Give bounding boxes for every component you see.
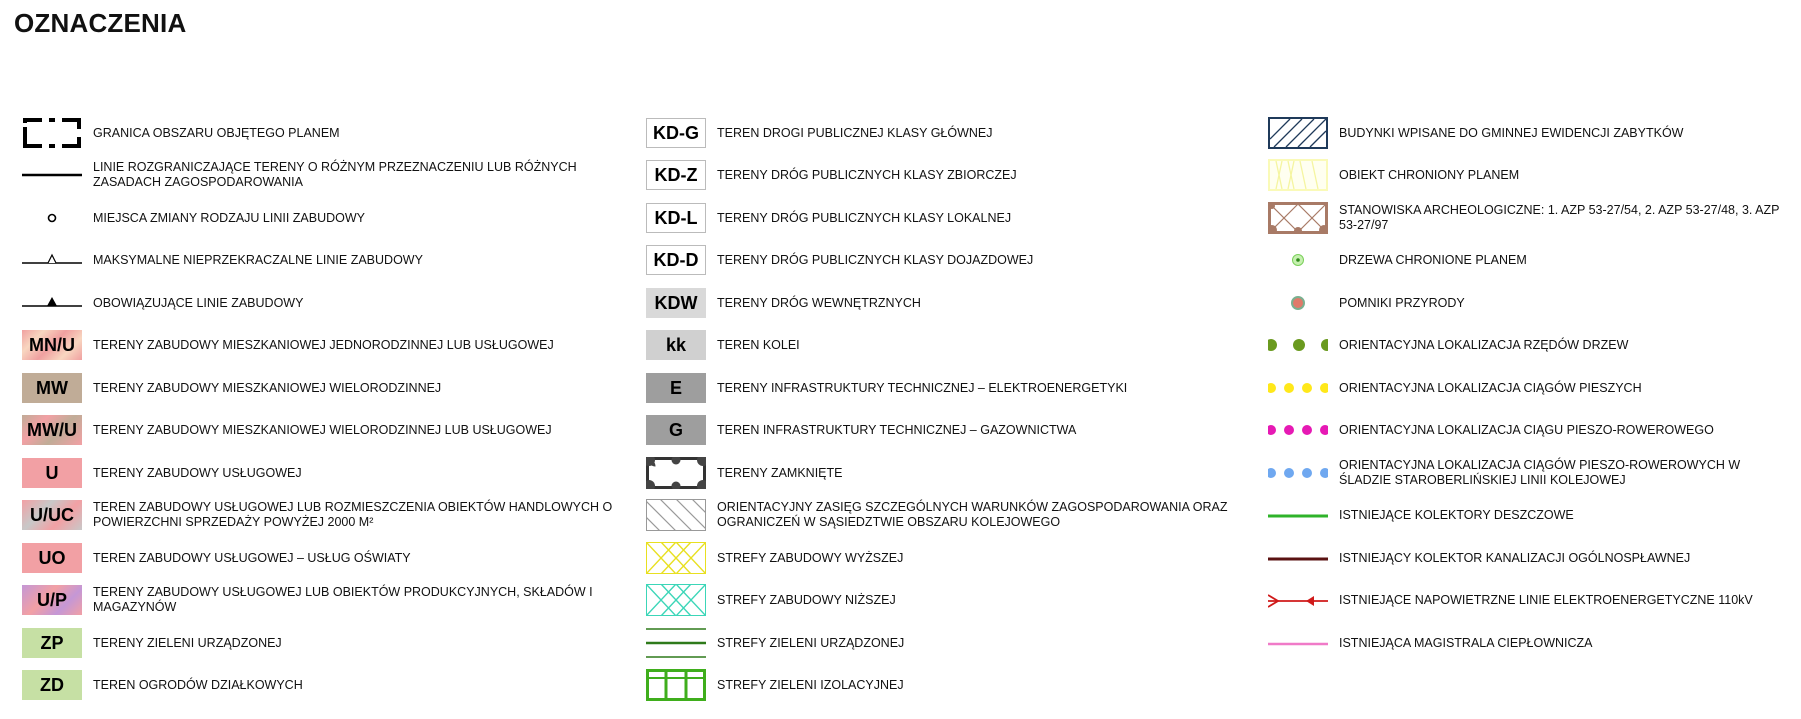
legend-label: TEREN ZABUDOWY USŁUGOWEJ – USŁUG OŚWIATY <box>93 550 411 565</box>
legend-label: ISTNIEJĄCE KOLEKTORY DESZCZOWE <box>1339 507 1574 522</box>
legend-item-uo <box>22 541 411 575</box>
legend-label: TEREN KOLEI <box>717 337 800 352</box>
legend-label: OBIEKT CHRONIONY PLANEM <box>1339 167 1520 182</box>
higher-zone-crosshatch-symbol <box>646 542 706 574</box>
archaeology-symbol <box>1268 202 1328 234</box>
zone-code-badge: kk <box>646 329 706 361</box>
legend-item-u-uc <box>22 498 613 532</box>
legend-label: TEREN OGRODÓW DZIAŁKOWYCH <box>93 677 303 692</box>
legend-item-mw-u <box>22 413 552 447</box>
legend-item-mw <box>22 371 441 405</box>
old-rail-bike-dots-symbol <box>1268 457 1328 489</box>
power-line-arrow-symbol <box>1268 584 1328 616</box>
heating-main-line-symbol <box>1268 627 1328 659</box>
legend-label: ISTNIEJĄCA MAGISTRALA CIEPŁOWNICZA <box>1339 635 1593 650</box>
legend-label: TERENY ZABUDOWY MIESZKANIOWEJ WIELORODZINNEJ <box>93 380 442 395</box>
legend-label: DRZEWA CHRONIONE PLANEM <box>1339 252 1527 267</box>
monument-hatch-symbol <box>1268 117 1328 149</box>
legend-item-natural-monuments <box>1268 286 1465 320</box>
zone-code-badge: U/P <box>22 584 82 616</box>
legend-item-railway-zone <box>646 498 1237 532</box>
legend-label: TERENY ZABUDOWY USŁUGOWEJ LUB OBIEKTÓW PRODUKCYJNYCH, SKŁADÓW I MAGAZYNÓW <box>93 585 593 614</box>
zone-code-badge: KDW <box>646 287 706 319</box>
closed-area-symbol <box>646 457 706 489</box>
legend-label: TERENY ZABUDOWY USŁUGOWEJ <box>93 465 302 480</box>
legend-item-power-line <box>1268 583 1753 617</box>
combined-sewer-line-symbol <box>1268 542 1328 574</box>
legend-label: ORIENTACYJNY ZASIĘG SZCZEGÓLNYCH WARUNKÓW ZAGOSPODAROWANIA ORAZ OGRANICZEŃ W SĄSIEDZTWIE OBSZARU KOLEJOWEGO <box>717 500 1228 529</box>
legend-label: MAKSYMALNE NIEPRZEKRACZALNE LINIE ZABUDOWY <box>93 252 423 267</box>
legend-item-green-zone <box>646 626 904 660</box>
circle-marker-icon <box>22 202 82 234</box>
legend-item-storm-sewer <box>1268 498 1574 532</box>
zone-code-badge: ZD <box>22 669 82 701</box>
legend-label: TEREN INFRASTRUKTURY TECHNICZNEJ – GAZOWNICTWA <box>717 422 1077 437</box>
zone-code-badge: KD-D <box>646 244 706 276</box>
zone-code-badge: KD-G <box>646 117 706 149</box>
legend-label: ISTNIEJĄCY KOLEKTOR KANALIZACJI OGÓLNOSPŁAWNEJ <box>1339 550 1691 565</box>
legend-item-u <box>22 456 302 490</box>
zone-code-badge: MW/U <box>22 414 82 446</box>
legend-item-heating-main <box>1268 626 1593 660</box>
legend-item-protected-trees <box>1268 243 1527 277</box>
protected-tree-icon <box>1268 244 1328 276</box>
legend-item-dividing-lines <box>22 158 613 192</box>
natural-monument-icon <box>1268 287 1328 319</box>
legend-label: OBOWIĄZUJĄCE LINIE ZABUDOWY <box>93 295 304 310</box>
legend-label: TERENY ZABUDOWY MIESZKANIOWEJ WIELORODZINNEJ LUB USŁUGOWEJ <box>93 422 552 437</box>
legend-label: TERENY DRÓG PUBLICZNYCH KLASY ZBIORCZEJ <box>717 167 1017 182</box>
green-zone-symbol <box>646 627 706 659</box>
legend-label: POMNIKI PRZYRODY <box>1339 295 1465 310</box>
legend-item-line-change <box>22 201 365 235</box>
legend-item-kk <box>646 328 800 362</box>
legend-item-kd-g <box>646 116 993 150</box>
legend-item-mandatory-building-line <box>22 286 303 320</box>
legend-item-zd <box>22 668 303 702</box>
zone-code-badge: KD-Z <box>646 159 706 191</box>
legend-item-g <box>646 413 1076 447</box>
legend-item-higher-zone <box>646 541 903 575</box>
legend-label: STANOWISKA ARCHEOLOGICZNE: 1. AZP 53-27/54, 2. AZP 53-27/48, 3. AZP 53-27/97 <box>1339 203 1780 232</box>
mandatory-building-line-symbol <box>22 287 82 319</box>
legend-label: ORIENTACYJNA LOKALIZACJA CIĄGU PIESZO-ROWEROWEGO <box>1339 422 1714 437</box>
legend-item-kd-z <box>646 158 1017 192</box>
legend-item-u-p <box>22 583 613 617</box>
legend-label: TERENY ZAMKNIĘTE <box>717 465 843 480</box>
legend-item-kd-d <box>646 243 1033 277</box>
dividing-line-symbol <box>22 159 82 191</box>
legend-item-zp <box>22 626 282 660</box>
legend-label: TERENY INFRASTRUKTURY TECHNICZNEJ – ELEKTROENERGETYKI <box>717 380 1128 395</box>
max-building-line-symbol <box>22 244 82 276</box>
tree-row-dots-symbol <box>1268 329 1328 361</box>
legend-label: ISTNIEJĄCE NAPOWIETRZNE LINIE ELEKTROENERGETYCZNE 110kV <box>1339 592 1753 607</box>
legend-label: ORIENTACYJNA LOKALIZACJA CIĄGÓW PIESZYCH <box>1339 380 1642 395</box>
storm-sewer-line-symbol <box>1268 499 1328 531</box>
legend-item-kdw <box>646 286 921 320</box>
railway-zone-hatch-symbol <box>646 499 706 531</box>
zone-code-badge: G <box>646 414 706 446</box>
legend-label: TERENY DRÓG PUBLICZNYCH KLASY LOKALNEJ <box>717 210 1012 225</box>
legend-label: TERENY DRÓG PUBLICZNYCH KLASY DOJAZDOWEJ <box>717 252 1034 267</box>
legend-label: ORIENTACYJNA LOKALIZACJA CIĄGÓW PIESZO-ROWEROWYCH W ŚLADZIE STAROBERLIŃSKIEJ LINII KOLEJOWEJ <box>1339 458 1741 487</box>
isolation-green-symbol <box>646 669 706 701</box>
zone-code-badge: UO <box>22 542 82 574</box>
legend-item-isolation-green <box>646 668 904 702</box>
legend-label: TERENY ZABUDOWY MIESZKANIOWEJ JEDNORODZINNEJ LUB USŁUGOWEJ <box>93 337 554 352</box>
legend-label: STREFY ZIELENI URZĄDZONEJ <box>717 635 905 650</box>
legend-item-monuments <box>1268 116 1683 150</box>
legend-item-tree-rows <box>1268 328 1628 362</box>
legend-item-archaeology <box>1268 201 1798 235</box>
zone-code-badge: U <box>22 457 82 489</box>
legend-label: TERENY ZIELENI URZĄDZONEJ <box>93 635 282 650</box>
legend-label: GRANICA OBSZARU OBJĘTEGO PLANEM <box>93 125 340 140</box>
legend-label: TERENY DRÓG WEWNĘTRZNYCH <box>717 295 921 310</box>
zone-code-badge: KD-L <box>646 202 706 234</box>
legend-label: MIEJSCA ZMIANY RODZAJU LINII ZABUDOWY <box>93 210 366 225</box>
zone-code-badge: MW <box>22 372 82 404</box>
legend-item-max-building-line <box>22 243 423 277</box>
protected-object-symbol <box>1268 159 1328 191</box>
legend-item-combined-sewer <box>1268 541 1690 575</box>
legend-item-kd-l <box>646 201 1011 235</box>
zone-code-badge: U/UC <box>22 499 82 531</box>
lower-zone-crosshatch-symbol <box>646 584 706 616</box>
legend-label: STREFY ZABUDOWY WYŻSZEJ <box>717 550 904 565</box>
plan-boundary-symbol <box>22 117 82 149</box>
legend-label: STREFY ZABUDOWY NIŻSZEJ <box>717 592 896 607</box>
legend-item-protected-object <box>1268 158 1519 192</box>
legend-label: STREFY ZIELENI IZOLACYJNEJ <box>717 677 904 692</box>
legend-item-pedestrian <box>1268 371 1642 405</box>
legend-label: TEREN DROGI PUBLICZNEJ KLASY GŁÓWNEJ <box>717 125 993 140</box>
bike-path-dots-symbol <box>1268 414 1328 446</box>
legend-item-bike-path <box>1268 413 1714 447</box>
legend-item-plan-boundary <box>22 116 340 150</box>
legend-item-lower-zone <box>646 583 896 617</box>
zone-code-badge: E <box>646 372 706 404</box>
legend-label: ORIENTACYJNA LOKALIZACJA RZĘDÓW DRZEW <box>1339 337 1629 352</box>
pedestrian-dots-symbol <box>1268 372 1328 404</box>
legend-item-old-rail-bike <box>1268 456 1789 490</box>
page-title: OZNACZENIA <box>14 8 187 38</box>
legend-label: TEREN ZABUDOWY USŁUGOWEJ LUB ROZMIESZCZENIA OBIEKTÓW HANDLOWYCH O POWIERZCHNI SPRZEDAŻY POWYŻEJ 2000 M² <box>93 500 613 529</box>
legend-item-closed-areas <box>646 456 842 490</box>
legend-label: BUDYNKI WPISANE DO GMINNEJ EWIDENCJI ZABYTKÓW <box>1339 125 1684 140</box>
zone-code-badge: MN/U <box>22 329 82 361</box>
zone-code-badge: ZP <box>22 627 82 659</box>
legend-item-mn-u <box>22 328 554 362</box>
legend-label: LINIE ROZGRANICZAJĄCE TERENY O RÓŻNYM PRZEZNACZENIU LUB RÓŻNYCH ZASADACH ZAGOSPODAROWANIA <box>93 160 577 189</box>
legend-item-e <box>646 371 1127 405</box>
